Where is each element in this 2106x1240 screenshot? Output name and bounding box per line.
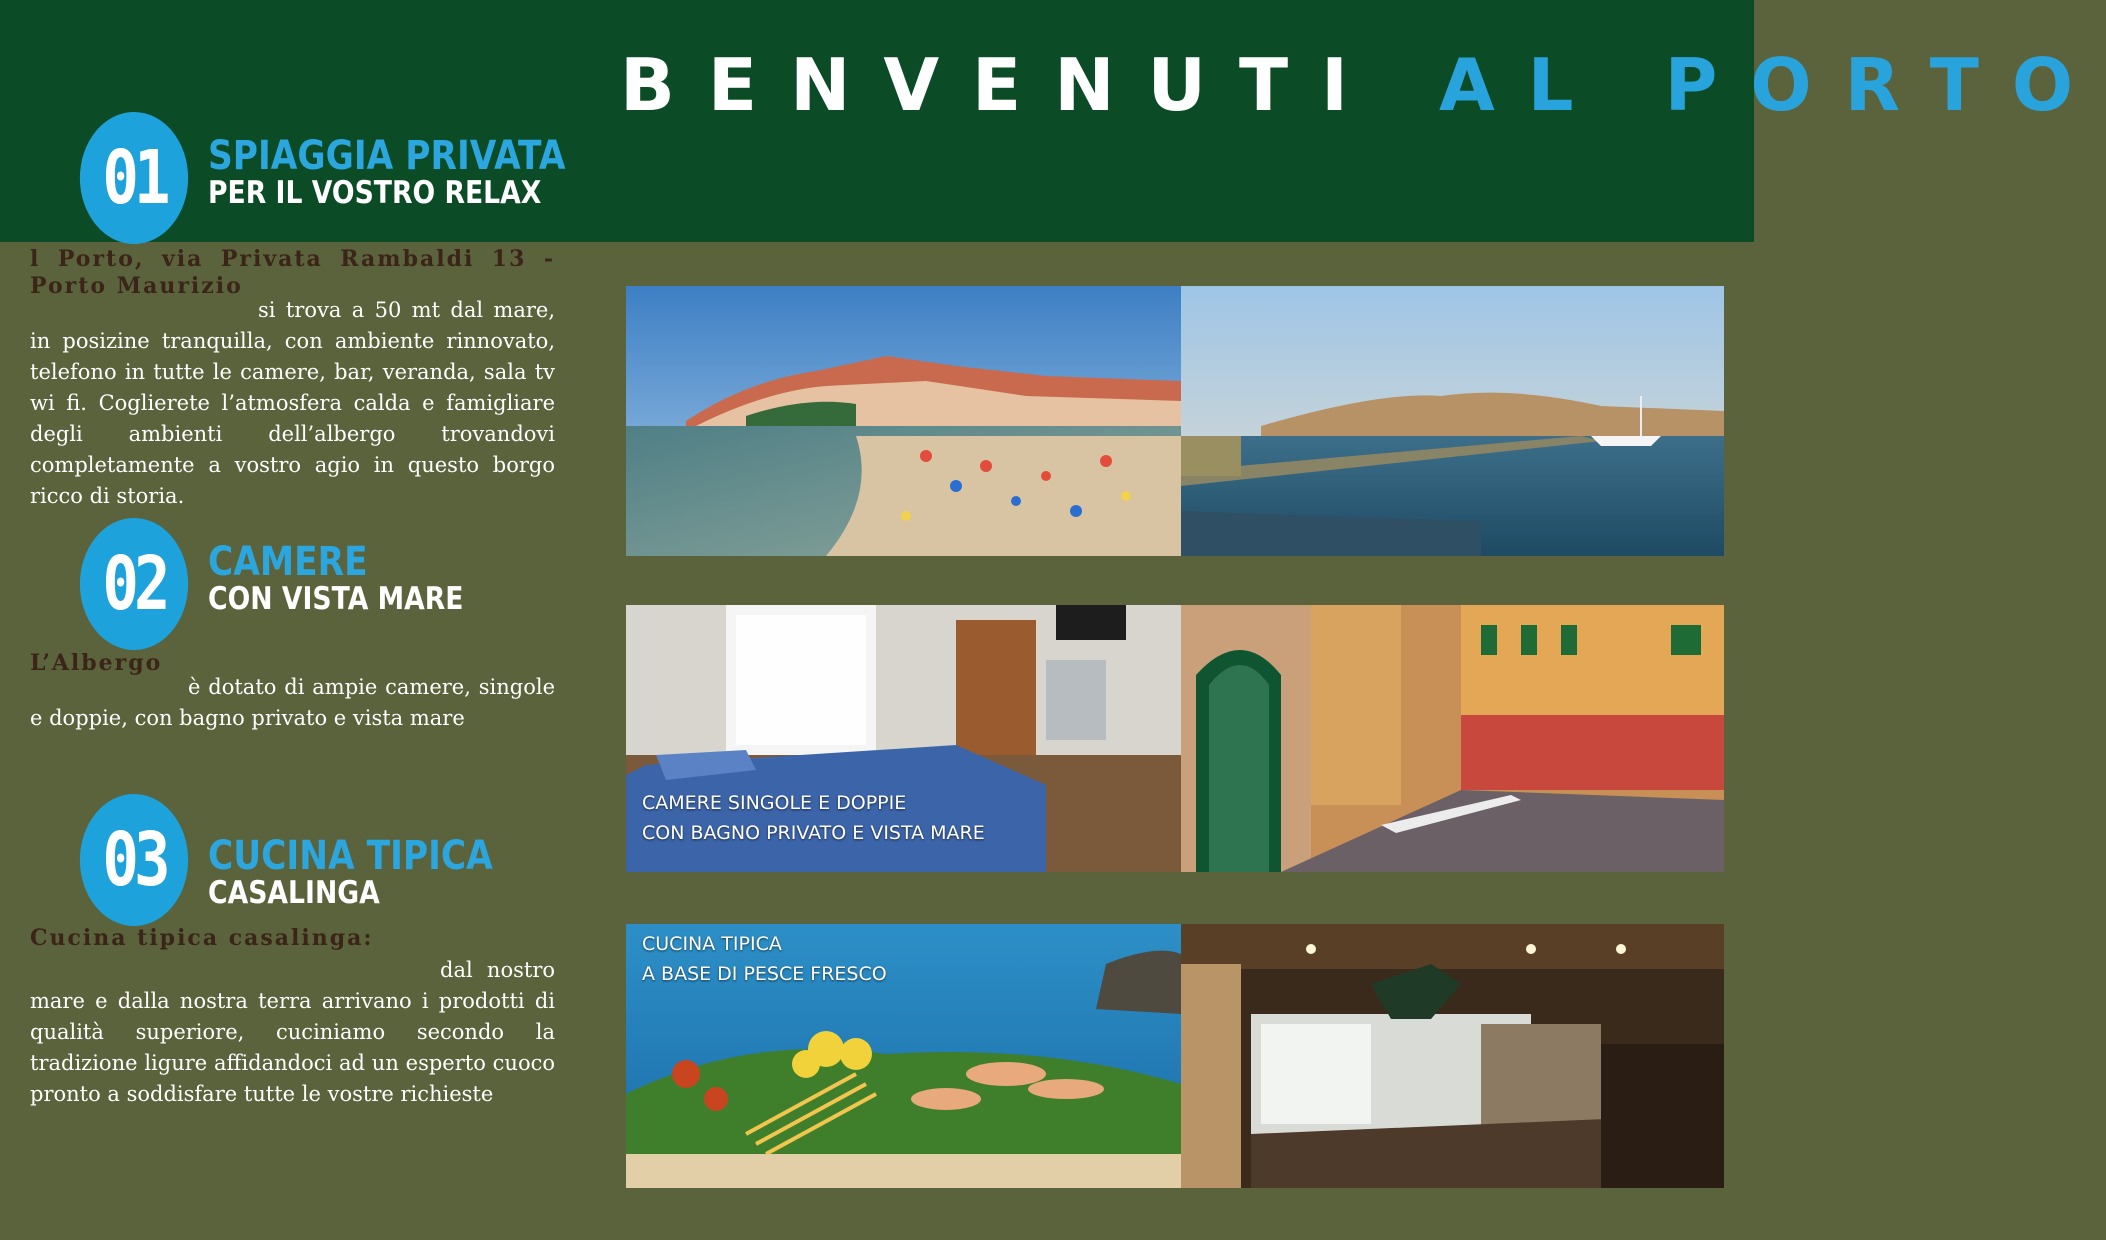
food-caption-line-2: A BASE DI PESCE FRESCO: [642, 963, 887, 985]
section-number-badge: 01: [80, 112, 188, 244]
page-title: [620, 40, 2106, 130]
section-text: [30, 925, 555, 1110]
section-body: si trova a 50 mt dal mare, in posizine tranquilla, con ambiente rinnovato, telefono in tutte le camere, bar, veranda, sala tv wi fi. Coglierete l’atmosfera calda e famigliare degli ambienti dell’albergo trovandovi completamente a vostro agio in questo borgo ricco di storia.: [30, 298, 555, 508]
restaurant-photo: [1181, 924, 1724, 1188]
food-photo: [626, 924, 1181, 1188]
section-lead: L’Albergo: [30, 650, 163, 676]
harbour-photo: [1181, 286, 1724, 556]
rooms-caption-line-2: CON BAGNO PRIVATO E VISTA MARE: [642, 822, 985, 844]
section-heading: [208, 539, 505, 617]
street-photo: [1181, 605, 1724, 872]
section-number-badge: 03: [80, 794, 188, 926]
food-caption: [642, 929, 887, 989]
section-subtitle: CASALINGA: [208, 875, 380, 911]
harbour-image: [1181, 286, 1724, 556]
rooms-caption: [642, 788, 985, 848]
section-body: è dotato di ampie camere, singole e doppie, con bagno privato e vista mare: [30, 675, 555, 730]
section-title: CAMERE: [208, 539, 368, 585]
title-part-1: BENVENUTI: [620, 43, 1381, 127]
rooms-caption-line-1: CAMERE SINGOLE E DOPPIE: [642, 792, 907, 814]
room-photo: [626, 605, 1181, 872]
street-image: [1181, 605, 1724, 872]
section-heading: [208, 833, 539, 911]
section-subtitle: PER IL VOSTRO RELAX: [208, 175, 542, 211]
section-lead: l Porto, via Privata Rambaldi 13 - Porto Maurizio: [30, 246, 555, 299]
section-body: dal nostro mare e dalla nostra terra arrivano i prodotti di qualità superiore, cuciniamo secondo la tradizione ligure affidandoci ad un esperto cuoco pronto a soddisfare tutte le vostre richieste: [30, 958, 555, 1106]
header-band: [0, 0, 2106, 242]
section-title: SPIAGGIA PRIVATA: [208, 133, 566, 179]
beach-photo: [626, 286, 1181, 556]
section-text: [30, 246, 555, 512]
title-part-2: AL PORTO: [1438, 43, 2106, 127]
restaurant-image: [1181, 924, 1724, 1188]
food-caption-line-1: CUCINA TIPICA: [642, 933, 782, 955]
section-number-badge: 02: [80, 518, 188, 650]
section-heading: [208, 133, 624, 211]
section-subtitle: CON VISTA MARE: [208, 581, 464, 617]
section-text: [30, 650, 555, 734]
section-lead: Cucina tipica casalinga:: [30, 925, 374, 951]
beach-image: [626, 286, 1181, 556]
section-title: CUCINA TIPICA: [208, 833, 493, 879]
